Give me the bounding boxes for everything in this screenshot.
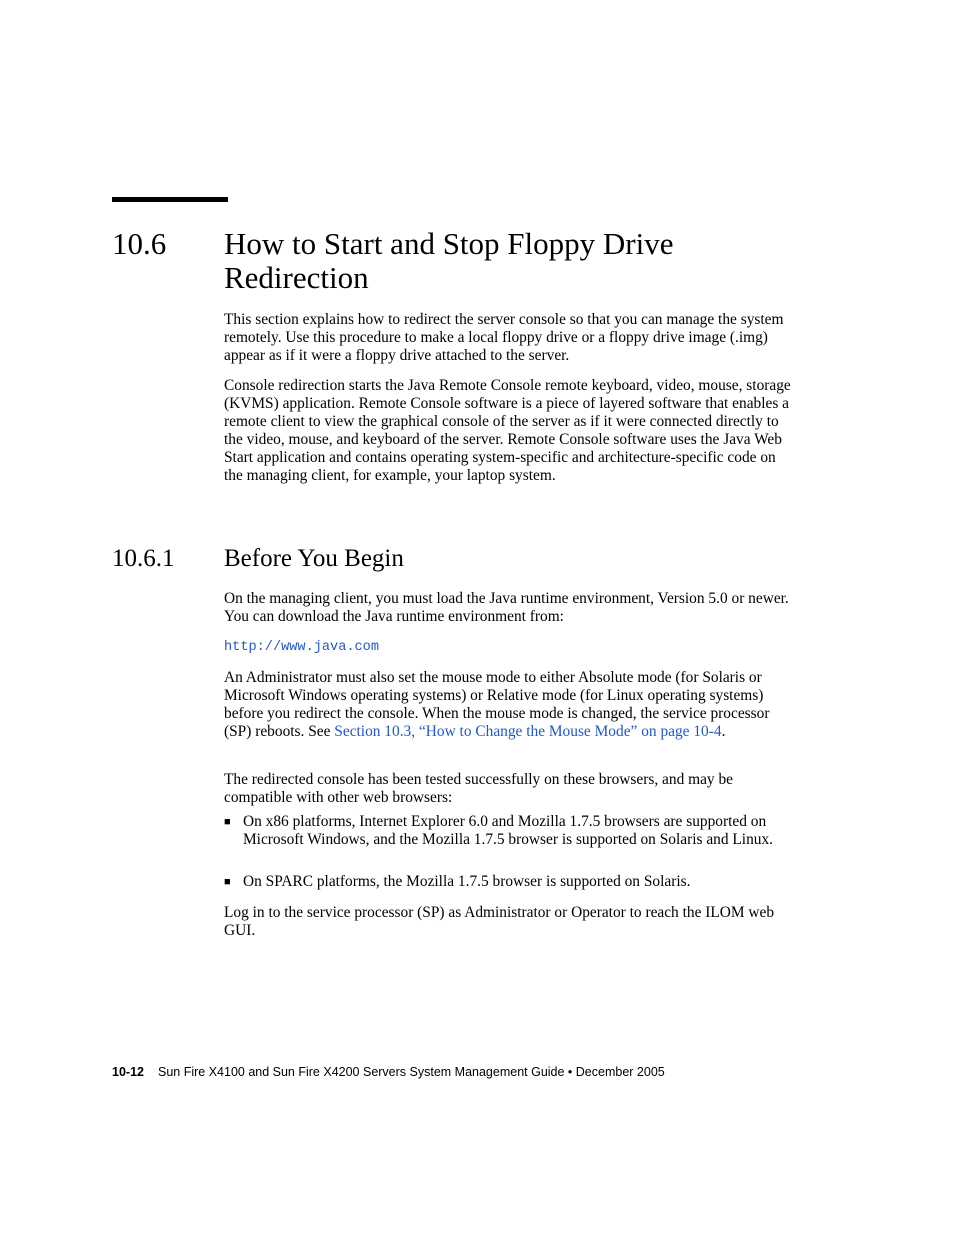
- section-rule: [112, 197, 228, 202]
- section-title: How to Start and Stop Floppy Drive Redirection: [224, 226, 674, 295]
- mouse-mode-period: .: [721, 723, 726, 740]
- list-item: [224, 813, 794, 849]
- java-paragraph: On the managing client, you must load the Java runtime environment, Version 5.0 or newer. You can download the Java runtime environment from:: [224, 590, 789, 625]
- login-paragraph: Log in to the service processor (SP) as Administrator or Operator to reach the ILOM web GUI.: [224, 904, 775, 939]
- mouse-mode-paragraph: [224, 669, 794, 741]
- bullet-square-icon: ■: [224, 876, 231, 888]
- subsection-title: Before You Begin: [224, 545, 404, 572]
- intro-paragraph: This section explains how to redirect the server console so that you can manage the system remotely. Use this procedure to make a local floppy drive or a floppy drive image (.img) appear as if it were a floppy drive attached to the server.: [224, 311, 784, 364]
- subsection-number: 10.6.1: [112, 545, 175, 572]
- list-item-text: On SPARC platforms, the Mozilla 1.7.5 browser is supported on Solaris.: [243, 873, 691, 890]
- java-url-link[interactable]: http://www.java.com: [224, 640, 379, 655]
- mouse-mode-section-link[interactable]: Section 10.3, “How to Change the Mouse Mode” on page 10-4: [334, 723, 722, 740]
- list-item-text: On x86 platforms, Internet Explorer 6.0 and Mozilla 1.7.5 browsers are supported on Microsoft Windows, and the Mozilla 1.7.5 browser is supported on Solaris and Linux.: [243, 813, 774, 848]
- mouse-mode-text: An Administrator must also set the mouse mode to either Absolute mode (for Solaris or Microsoft Windows operating systems) or Relative mode (for Linux operating systems) before you redirect the console. When the mouse mode is changed, the service processor (SP) reboots. See: [224, 669, 770, 740]
- page-number: 10-12: [112, 1065, 144, 1079]
- list-item: [224, 873, 794, 891]
- section-number: 10.6: [112, 226, 167, 261]
- footer-text: Sun Fire X4100 and Sun Fire X4200 Servers System Management Guide • December 2005: [157, 1065, 665, 1079]
- bullet-square-icon: ■: [224, 816, 231, 828]
- page-footer: [112, 1064, 665, 1080]
- browsers-paragraph: The redirected console has been tested successfully on these browsers, and may be compatible with other web browsers:: [224, 771, 733, 806]
- console-paragraph: Console redirection starts the Java Remote Console remote keyboard, video, mouse, storage (KVMS) application. Remote Console software is a piece of layered software that enables a remote client to view the graphical console of the server as if it were connected directly to the video, mouse, and keyboard of the server. Remote Console software uses the Java Web Start application and contains operating system-specific and architecture-specific code on the managing client, for example, your laptop system.: [224, 377, 791, 484]
